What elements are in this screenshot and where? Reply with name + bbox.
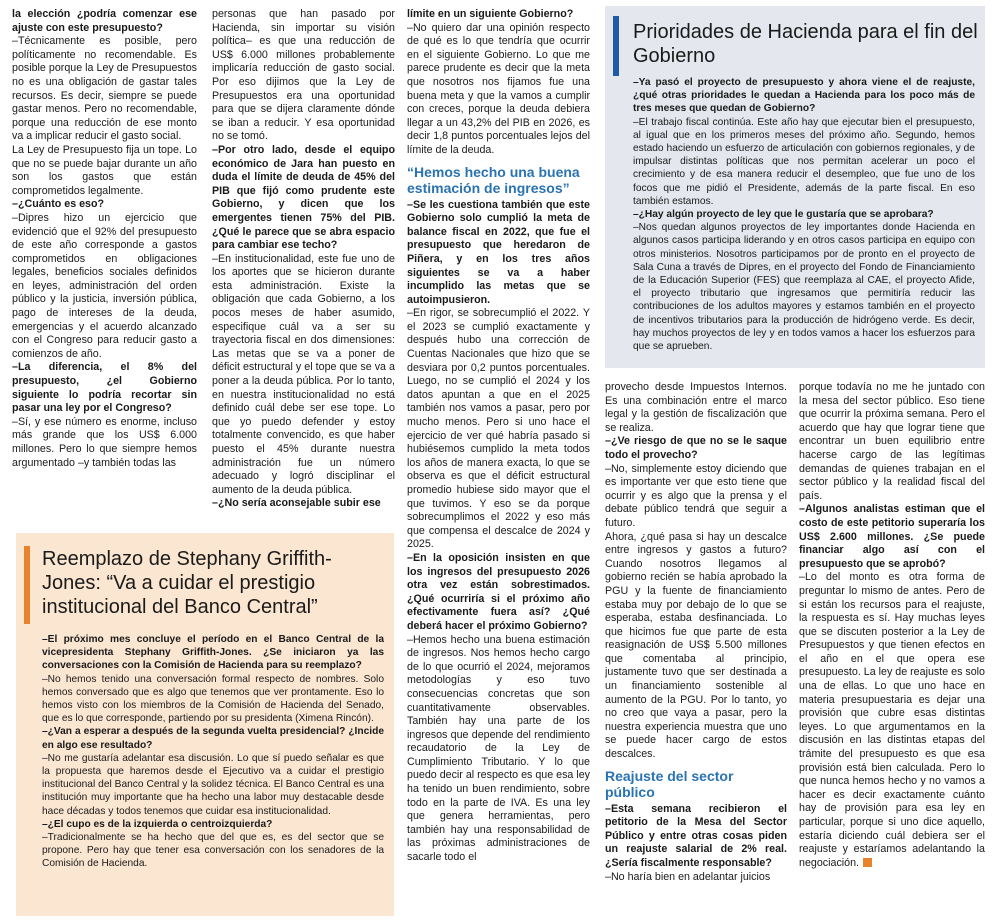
answer-paragraph: –En rigor, se sobrecumplió el 2022. Y el 2023 se cumplió exactamente y después hubo una corrección de Cuentas Nacionales que hizo que se desviara por 0,2 puntos porcentuales. Luego, no se cumplió el 2024 y los datos apuntan a que en el 2025 también nos vamos a pasar, pero por mucho menos. Pero si uno hace el ejercicio de ver qué habría pasado si hubiésemos cumplido la meta todos los años de manera exacta, lo que se observa es que el déficit estructural promedio hubiese sido mayor que el que tuvimos. Y eso se da porque sobrecumplimos el 2022 y eso más que compensa el descalce de 2024 y 2025. [407, 307, 590, 551]
answer-paragraph: –No hemos tenido una conversación formal respecto de nombres. Solo hemos conversado que es algo que tenemos que ver prontamente. Eso lo hemos visto con los miembros de la Comisión de Hacienda del Senado, que es lo que corresponde, partiendo por su presidenta (Ximena Rincón). [42, 673, 384, 725]
question-paragraph: –Por otro lado, desde el equipo económico de Jara han puesto en duda el límite de deuda de 45% del PIB que fijó como prudente este Gobierno, y dicen que los emergentes tienen 75% del PIB. ¿Qué le parece que se abra espacio para cambiar ese techo? [212, 143, 395, 252]
article-column-2 [212, 8, 395, 523]
question-paragraph: –¿El cupo es de la izquierda o centroizquierda? [42, 818, 273, 830]
question-paragraph: –En la oposición insisten en que los ingresos del presupuesto 2026 otra vez están sobrestimados. ¿Qué ocurriría si el próximo año efectivamente fuera así? ¿Qué deberá hacer el próximo Gobierno? [407, 551, 590, 632]
question-paragraph: –Esta semana recibieron el petitorio de la Mesa del Sector Público y entre otras cosas piden un reajuste salarial de 2% real. ¿Sería fiscalmente responsable? [605, 802, 787, 869]
question-paragraph: –¿Cuánto es eso? [12, 198, 105, 211]
article-column-5 [799, 381, 985, 918]
answer-paragraph: provecho desde Impuestos Internos. Es una combinación entre el marco legal y la gestión de fiscalización que se realiza. [605, 381, 787, 434]
article-column-1 [12, 8, 197, 528]
answer-paragraph: –Lo del monto es otra forma de preguntar lo mismo de antes. Pero de si están los recursos para el reajuste, la respuesta es sí. Hay muchas leyes que se discuten posterior a la Ley de Presupuestos y que tienen efectos en el año en el que opera ese presupuesto. La ley de reajuste es solo una de ellas. Lo que uno hace en materia presupuestaria es dejar una provisión que cubre esas distintas leyes. Lo que argumentamos en la discusión en las distintas etapas del trámite del presupuesto es que esa provisión está bien calculada. Pero lo que nunca hemos hecho y no vamos a hacer es decir exactamente cuánto hay de provisión para esa ley en particular, porque si uno dice aquello, estaría diciendo cuál debiera ser el reajuste y estaríamos adelantando la negociación. [799, 571, 985, 869]
question-paragraph: –Algunos analistas estiman que el costo de este petitorio superaría los US$ 2.600 millones. ¿Se puede financiar algo así con el presupuesto que se aprobó? [799, 503, 985, 570]
answer-paragraph: –No me gustaría adelantar esa discusión. Lo que sí puedo señalar es que la propuesta que haremos desde el Ejecutivo va a cuidar el prestigio institucional del Banco Central y la solidez técnica. El Banco Central es una institución muy importante que ha hecho una labor muy destacable desde hace décadas y todos tenemos que cuidar esa institucionalidad. [42, 752, 384, 817]
question-paragraph: –Ya pasó el proyecto de presupuesto y ahora viene el de reajuste, ¿qué otras prioridades le quedan a Hacienda para los poco más de tres meses que quedan de Gobierno? [633, 77, 975, 115]
answer-paragraph: –Tradicionalmente se ha hecho que del que es, es del sector que se propone. Pero hay que tener esa conversación con los senadores de la Comisión de Hacienda. [42, 832, 384, 870]
answer-paragraph: –Hemos hecho una buena estimación de ingresos. Nos hemos hecho cargo de lo que ocurrió el 2024, mejoramos metodologías y eso tuvo consecuencias concretas que son cuantitativamente observables. También hay una parte de los ingresos que depende del rendimiento recaudatorio de la Ley de Cumplimiento Tributario. Y lo que puedo decir al respecto es que esa ley ha tenido un buen rendimiento, sobre todo en la parte de IVA. Es una ley que genera herramientas, pero también hay una responsabilidad de las próximas administraciones de sacarle todo el [407, 633, 590, 864]
answer-paragraph: porque todavía no me he juntado con la mesa del sector público. Eso tiene que ocurrir la próxima semana. Pero el acuerdo que hay que lograr tiene que encontrar un buen equilibrio entre hacerse cargo de las legítimas demandas de quienes trabajan en el sector público y la realidad fiscal del país. [799, 381, 985, 502]
question-paragraph: –¿Van a esperar a después de la segunda vuelta presidencial? ¿Incide en algo ese resultado? [42, 726, 384, 751]
answer-paragraph: Ahora, ¿qué pasa si hay un descalce entre ingresos y gastos a futuro? Cuando nosotros llegamos al gobierno recién se había aprobado la PGU y la fuente de financiamiento estaba muy por debajo de lo que se esperaba, estaba desfinanciada. Lo que hicimos fue que parte de esta reasignación de US$ 5.500 millones que comentaba al principio, justamente tuvo que ser destinada a un financiamiento sostenible al aumento de la PGU. Por lo tanto, yo no creo que vaya a pasar, pero la nuestra experiencia muestra que uno se puede hacer cargo de estos descalces. [605, 530, 787, 761]
question-paragraph: –El próximo mes concluye el período en el Banco Central de la vicepresidenta Stephany Griffith-Jones. ¿Se iniciaron ya las conversaciones con la Comisión de Hacienda para su reemplazo? [42, 634, 384, 672]
answer-paragraph: –En institucionalidad, este fue uno de los aportes que se hicieron durante esta administración. Existe la obligación que cada Gobierno, a los pocos meses de haber asumido, especifique cuál va a ser su trayectoria fiscal en dos dimensiones: Las metas que se va a poner de déficit estructural y el tope que se va a poner a la deuda pública. Por lo tanto, en nuestra institucionalidad no está definido cuál debe ser ese tope. Lo que yo puedo defender y estoy totalmente convencido, es que haber puesto el 45% durante nuestra administración fue un número adecuado y logró disciplinar el aumento de la deuda pública. [212, 252, 395, 496]
answer-paragraph: personas que han pasado por Hacienda, sin importar su visión política– es que una reducción de US$ 6.000 millones probablemente implicaría reducción de gasto social. Por eso dijimos que la Ley de Presupuestos era una oportunidad para que se dijera claramente dónde se iban a reducir. Y esa oportunidad no se tomó. [212, 8, 395, 143]
section-subheading: Reajuste del sector público [605, 767, 734, 800]
box-accent-bar [613, 16, 619, 76]
article-column-3 [407, 8, 590, 918]
question-paragraph: la elección ¿podría comenzar ese ajuste con este presupuesto? [12, 8, 197, 34]
answer-paragraph: –El trabajo fiscal continúa. Este año hay que ejecutar bien el presupuesto, al igual que en los primeros meses del próximo año. Segundo, hemos estado haciendo un esfuerzo de articulación con gobiernos regionales, y de impulsar distintas políticas que nos permitan acelerar un poco el crecimiento y de esa manera reducir el desempleo, que fue uno de los focos que me pidió el Presidente, además de la parte fiscal. En eso también estamos. [633, 116, 975, 207]
box-body [42, 633, 384, 911]
question-paragraph: límite en un siguiente Gobierno? [407, 8, 574, 20]
question-paragraph: –La diferencia, el 8% del presupuesto, ¿el Gobierno siguiente lo podría recortar sin pasar una ley por el Congreso? [12, 361, 197, 415]
box-title: Prioridades de Hacienda para el fin del Gobierno [633, 21, 978, 67]
answer-paragraph: –Nos quedan algunos proyectos de ley importantes donde Hacienda en algunos casos participa liderando y en otros casos participa en equipo con otros ministerios. Nosotros participamos por de pronto en el proyecto de Sala Cuna a través de Dipres, en el proyecto del Fondo de Financiamiento de la Educación Superior (FES) que reemplaza al CAE, el proyecto Afide, el proyecto tributario que ingresamos que permitiría reducir las contribuciones de los adultos mayores y estamos también en el proyecto de incentivos tributarios para la producción de hidrógeno verde. Es decir, hay muchos proyectos de ley y en todos vamos a hacer los esfuerzos para que se aprueben. [633, 222, 975, 353]
article-column-4 [605, 381, 787, 918]
end-mark-icon [863, 858, 872, 867]
box-title: Reemplazo de Stephany Griffith-Jones: “Va a cuidar el prestigio institucional del Banco Central” [42, 548, 332, 618]
question-paragraph: –¿Ve riesgo de que no se le saque todo el provecho? [605, 435, 787, 461]
answer-paragraph: –Técnicamente es posible, pero políticamente no recomendable. Es posible porque la Ley de Presupuestos no es una obligación de gastar tales recursos. Es decir, siempre se puede gastar menos. Pero no recomendable, porque una reducción de ese monto va a implicar reducir el gasto social. [12, 35, 197, 143]
sidebar-box-griffith [16, 533, 394, 916]
box-body [633, 76, 975, 364]
answer-paragraph: La Ley de Presupuesto fija un tope. Lo que no se puede bajar durante un año son los gastos que están comprometidos legalmente. [12, 143, 197, 197]
answer-paragraph: –No quiero dar una opinión respecto de qué es lo que tendría que ocurrir en el siguiente Gobierno. Lo que me parece prudente es decir que la meta que nosotros nos fijamos fue una buena meta y que la vamos a cumplir con creces, porque la deuda debiera llegar a un 43,2% del PIB en 2026, es decir 1,8 puntos porcentuales lejos del límite de la deuda. [407, 21, 590, 156]
section-subheading: “Hemos hecho una buena estimación de ingresos” [407, 163, 580, 196]
answer-paragraph: –Dipres hizo un ejercicio que evidenció que el 92% del presupuesto de este año corresponde a gastos comprometidos en obligaciones legales, beneficios sociales definidos en leyes, administración del orden público y la justicia, inversión pública, pago de intereses de la deuda, emergencias y el acuerdo alcanzado con el Congreso para reducir gasto a comienzos de año. [12, 211, 197, 360]
answer-paragraph: –Sí, y ese número es enorme, incluso más grande que los US$ 6.000 millones. Pero lo que siempre hemos argumentado –y también todas las [12, 415, 197, 469]
question-paragraph: –¿Hay algún proyecto de ley que le gustaría que se aprobara? [633, 209, 934, 221]
question-paragraph: –Se les cuestiona también que este Gobierno solo cumplió la meta de balance fiscal en 2022, que fue el presupuesto que heredaron de Piñera, y en los tres años siguientes se va a haber incumplido las metas que se autoimpusieron. [407, 198, 590, 306]
question-paragraph: –¿No sería aconsejable subir ese [212, 497, 381, 510]
box-accent-bar [24, 546, 30, 624]
answer-paragraph: –No haría bien en adelantar juicios [605, 870, 771, 883]
sidebar-box-prioridades [605, 6, 985, 368]
answer-paragraph: –No, simplemente estoy diciendo que es importante ver que esto tiene que ocurrir y es algo que la prensa y el debate público tendrá que seguir a futuro. [605, 462, 787, 529]
